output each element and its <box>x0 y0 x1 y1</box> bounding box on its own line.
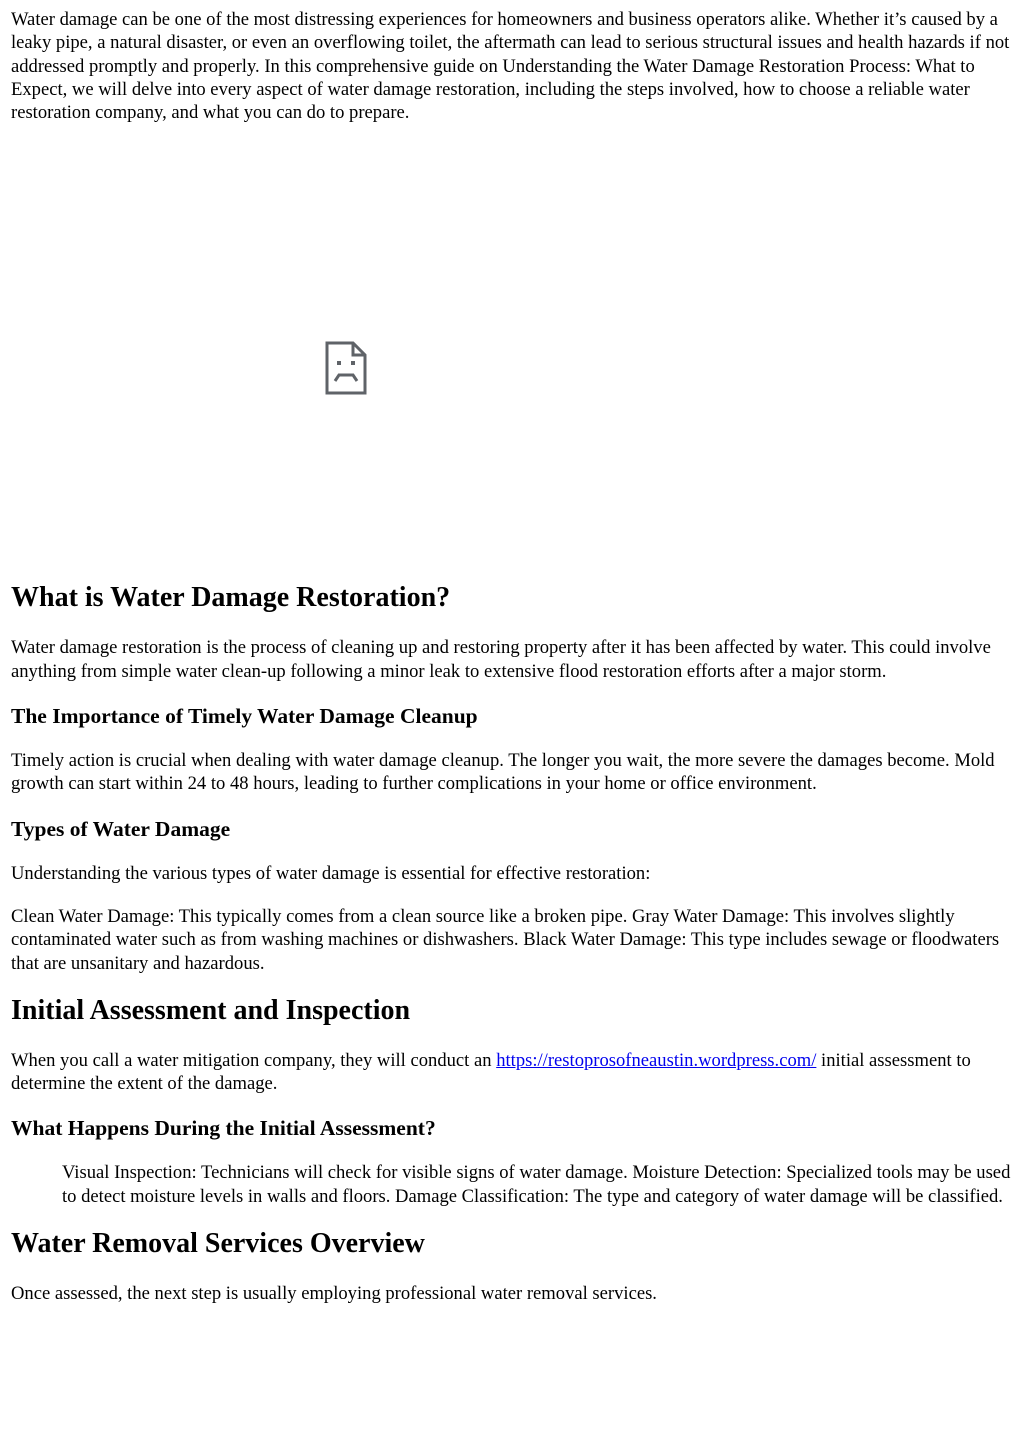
heading-during: What Happens During the Initial Assessment? <box>11 1116 436 1141</box>
heading-initial: Initial Assessment and Inspection <box>11 994 411 1026</box>
heading-types: Types of Water Damage <box>11 816 231 841</box>
paragraph-types: Understanding the various types of water damage is essential for effective restoration: <box>11 862 651 884</box>
paragraph-types-list: Clean Water Damage: This typically comes from a clean source like a broken pipe. Gray Water Damage: This involves slightly contaminated water such as from washing machines or dishwashers. Black Water Damage: This type includes sewage or floodwaters that are unsanitary and hazardous. <box>11 905 1000 974</box>
image-placeholder <box>11 144 1011 582</box>
intro-paragraph: Water damage can be one of the most distressing experiences for homeowners and business operators alike. Whether it’s caused by a leaky pipe, a natural disaster, or even an overflowing toilet, the aftermath can lead to serious structural issues and health hazards if not addressed promptly and properly. In this comprehensive guide on Understanding the Water Damage Restoration Process: What to Expect, we will delve into every aspect of water damage restoration, including the steps involved, how to choose a reliable water restoration company, and what you can do to prepare. <box>11 9 1010 124</box>
heading-timely: The Importance of Timely Water Damage Cleanup <box>11 704 478 729</box>
heading-what-is: What is Water Damage Restoration? <box>11 582 451 614</box>
paragraph-timely: Timely action is crucial when dealing with water damage cleanup. The longer you wait, the more severe the damages become. Mold growth can start within 24 to 48 hours, leading to further complications in your home or office environment. <box>11 750 995 795</box>
initial-text-before: When you call a water mitigation company, they will conduct an <box>11 1049 497 1071</box>
restoration-link[interactable]: https://restoprosofneaustin.wordpress.com/ <box>496 1049 817 1071</box>
initial-text-after: initial assessment to determine the extent of the damage. <box>11 1049 971 1095</box>
heading-removal: Water Removal Services Overview <box>11 1228 425 1260</box>
paragraph-removal: Once assessed, the next step is usually employing professional water removal services. <box>11 1283 657 1305</box>
paragraph-what-is: Water damage restoration is the process of cleaning up and restoring property after it has been affected by water. This could involve anything from simple water clean-up following a minor leak to extensive flood restoration efforts after a major storm. <box>11 637 991 682</box>
broken-image-icon <box>325 341 367 395</box>
paragraph-initial <box>11 1049 1012 1096</box>
assessment-steps-quote: Visual Inspection: Technicians will check for visible signs of water damage. Moisture Detection: Specialized tools may be used to detect moisture levels in walls and floors. Damage Classification: The type and category of water damage will be classified. <box>62 1162 1011 1207</box>
